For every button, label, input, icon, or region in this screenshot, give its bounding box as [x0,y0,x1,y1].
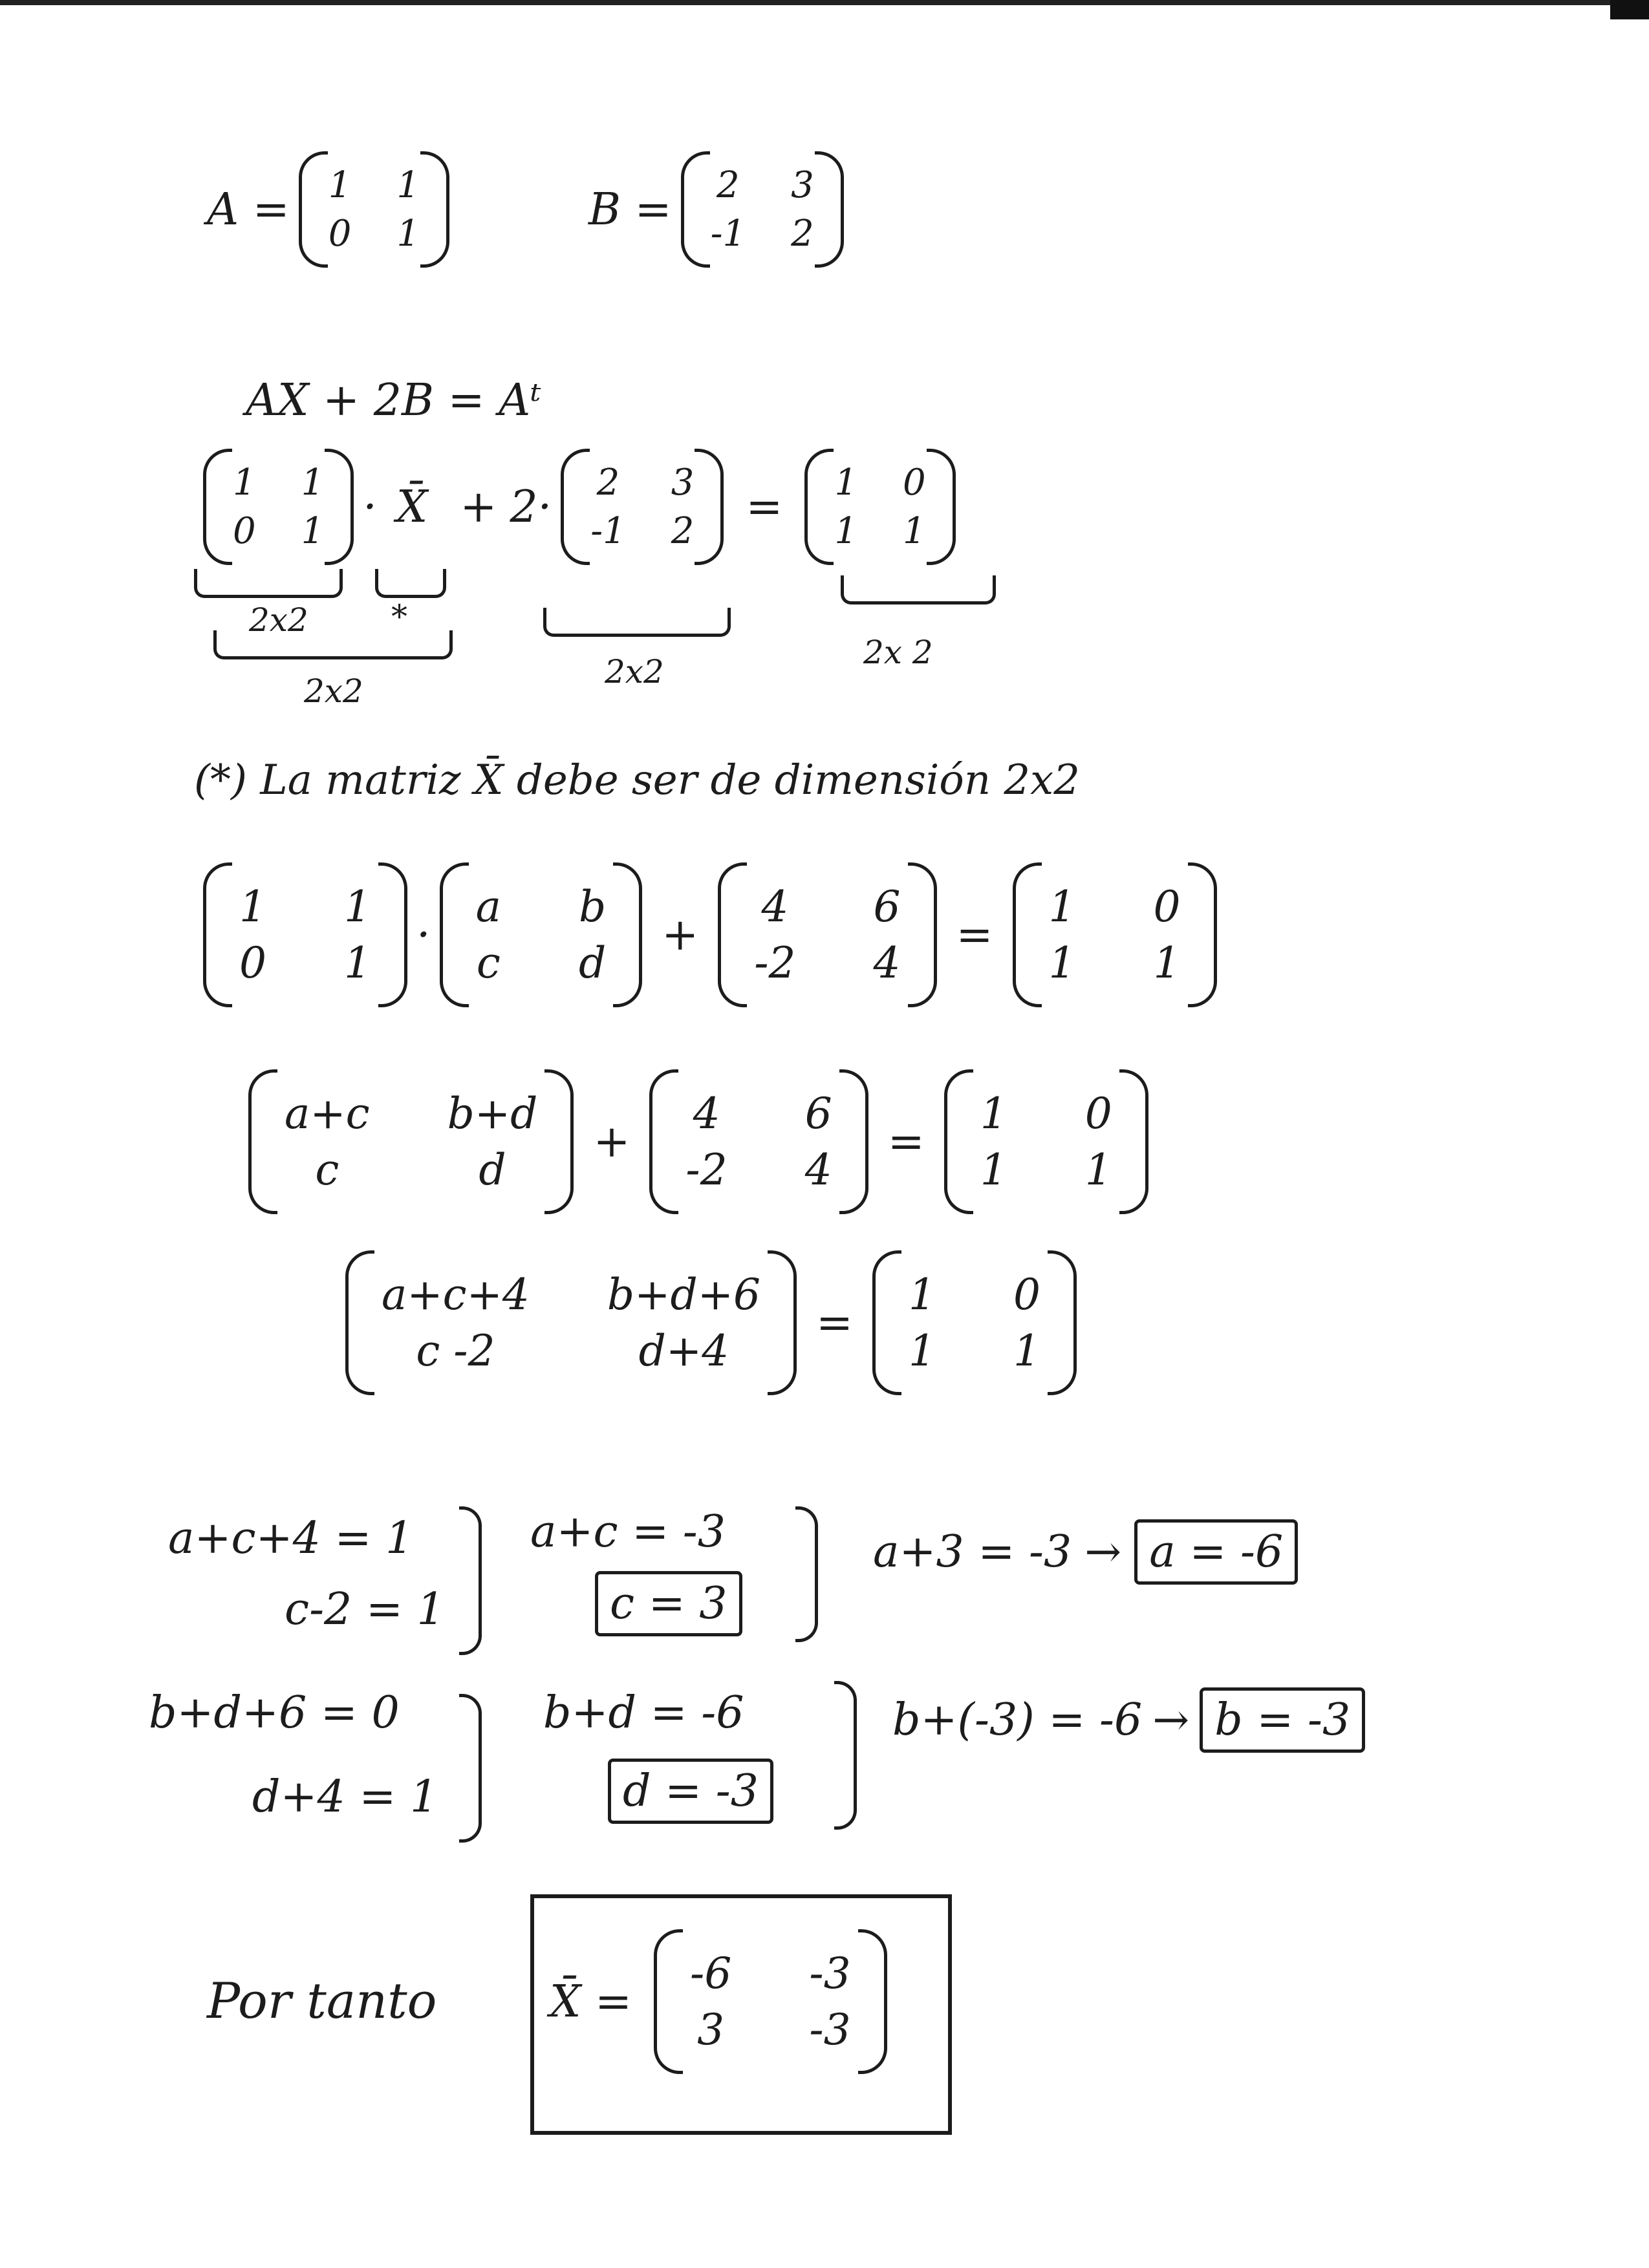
cell: -6 [690,1949,732,1998]
cell: 1 [344,882,371,932]
cell: b+d [447,1089,538,1139]
definition-B [588,155,853,264]
cell: 3 [697,2005,725,2055]
definition-A [207,155,458,264]
cell: 1 [903,510,926,552]
cell: 1 [301,510,325,552]
cell: 0 [233,510,256,552]
cell: 0 [239,938,266,988]
system2-eq1 [149,1687,400,1738]
cell: 4 [873,938,901,988]
eq: b+(-3) = -6 [892,1695,1143,1746]
dim-2B-label: 2x2 [605,653,664,690]
cell: a+c+4 [382,1270,530,1320]
system1-brace-1 [459,1506,482,1655]
system2-eq3 [543,1687,744,1738]
cell: 2 [671,510,695,552]
eq: a+c+4 = 1 [168,1513,414,1564]
plus: + [593,1116,630,1168]
cell: 1 [396,213,420,255]
cell: 2 [596,462,620,504]
cell: 1 [233,462,256,504]
step-1 [194,866,1226,1003]
system1-eq3 [530,1506,726,1557]
cell: d [479,1145,506,1195]
X-solution-matrix [654,1933,887,2070]
A-matrix-expanded [203,453,354,561]
cell: 1 [239,882,266,932]
cell: 1 [908,1326,936,1376]
cell: 1 [1084,1145,1112,1195]
cell: 1 [980,1089,1008,1139]
dim-A-label: 2x2 [249,601,308,639]
scan-corner-mark [1610,0,1649,19]
eq-boxed: d = -3 [608,1759,773,1824]
cell: 3 [791,164,814,206]
B-matrix [681,155,844,264]
cell: 6 [804,1089,832,1139]
cell: a+c [285,1089,370,1139]
B-matrix-expanded [561,453,724,561]
cell: 1 [834,510,858,552]
eq: a+3 = -3 [873,1526,1072,1578]
system2-brace-2 [834,1681,857,1830]
cell: d+4 [638,1326,729,1376]
system2-brace-1 [459,1694,482,1843]
conclusion-text: Por tanto [207,1972,437,2029]
cell: 4 [761,882,789,932]
plus: + [662,909,699,961]
cell: 0 [328,213,352,255]
equals: = [816,1297,853,1349]
equals: = [887,1116,925,1168]
cell: 1 [344,938,371,988]
dot: · [416,909,431,961]
system1-brace-2 [795,1506,818,1642]
cell: 0 [1084,1089,1112,1139]
arrow-icon: → [1084,1526,1122,1578]
A-matrix [299,155,449,264]
2B-matrix-step2 [649,1073,868,1210]
brace-AX [213,630,453,659]
system1-eq5 [873,1519,1298,1585]
eq-boxed: c = 3 [595,1571,742,1636]
A-label: A = [207,184,290,235]
system2-eq5 [892,1687,1365,1753]
brace-A [194,569,343,598]
eq: b+d = -6 [543,1687,744,1738]
X-equals: X̄ = [550,1976,632,2027]
cell: 4 [804,1145,832,1195]
At-matrix-step1 [1013,866,1217,1003]
cell: 1 [301,462,325,504]
plus: + [460,481,497,533]
cell: b [578,882,607,932]
cell: 1 [908,1270,936,1320]
cell: 2 [717,164,740,206]
cell: 0 [1153,882,1181,932]
brace-At [841,575,996,604]
dim-AX-label: 2x2 [304,672,363,710]
step-2 [239,1073,1158,1210]
arrow-icon: → [1152,1695,1190,1746]
note-text: (*) La matriz X̄ debe ser de dimensión 2x2 [194,756,1080,804]
cell: 2 [791,213,814,255]
X-symbol: X̄ [396,481,428,533]
equation-text: AX + 2B = Aᵗ [246,375,542,426]
system1-eq2 [285,1584,445,1635]
cell: -3 [809,1949,851,1998]
cell: 1 [834,462,858,504]
cell: 1 [1048,938,1076,988]
cell: 1 [396,164,420,206]
brace-X [375,569,446,598]
step-3 [336,1254,1086,1391]
cell: 4 [693,1089,720,1139]
dim-X-label: * [391,598,407,636]
eq: d+4 = 1 [252,1771,438,1823]
scan-top-edge [0,0,1649,5]
sum-matrix-step3 [345,1254,797,1391]
eq: c-2 = 1 [285,1584,445,1635]
2B-matrix-step1 [718,866,936,1003]
system2-eq4 [608,1759,773,1824]
main-equation [246,375,541,426]
cell: a [475,882,501,932]
cell: d [578,938,607,988]
cell: b+d+6 [607,1270,760,1320]
cell: 0 [1013,1270,1040,1320]
cell: 1 [1153,938,1181,988]
cell: c [315,1145,339,1195]
equals: = [746,481,783,533]
equals: = [956,909,993,961]
cell: 6 [873,882,901,932]
dot: · [363,481,377,533]
cell: 1 [1048,882,1076,932]
At-matrix-expanded [804,453,955,561]
eq: a+c = -3 [530,1506,726,1557]
dimension-note [194,756,1080,804]
system2-eq2 [252,1771,438,1823]
cell: -2 [685,1145,727,1195]
cell: -1 [590,510,626,552]
X-matrix-step1 [440,866,643,1003]
result-b: b = -3 [1200,1687,1365,1753]
cell: -3 [809,2005,851,2055]
B-label: B = [588,184,672,235]
cell: 1 [1013,1326,1040,1376]
system1-eq1 [168,1513,413,1564]
At-matrix-step3 [872,1254,1077,1391]
cell: -1 [710,213,746,255]
final-answer [550,1933,896,2070]
system1-eq4 [595,1571,742,1636]
cell: -2 [754,938,796,988]
At-matrix-step2 [944,1073,1148,1210]
cell: c -2 [416,1326,495,1376]
eq: b+d+6 = 0 [149,1687,400,1738]
expanded-equation [194,453,965,561]
cell: c [476,938,501,988]
cell: 1 [980,1145,1008,1195]
brace-2B [543,608,731,637]
dim-At-label: 2x 2 [863,634,933,671]
cell: 1 [328,164,352,206]
two-scalar: 2· [510,481,552,533]
AX-matrix-step2 [248,1073,574,1210]
A-matrix-step1 [203,866,407,1003]
cell: 3 [671,462,695,504]
result-a: a = -6 [1134,1519,1298,1585]
final-label [207,1972,436,2029]
cell: 0 [903,462,926,504]
